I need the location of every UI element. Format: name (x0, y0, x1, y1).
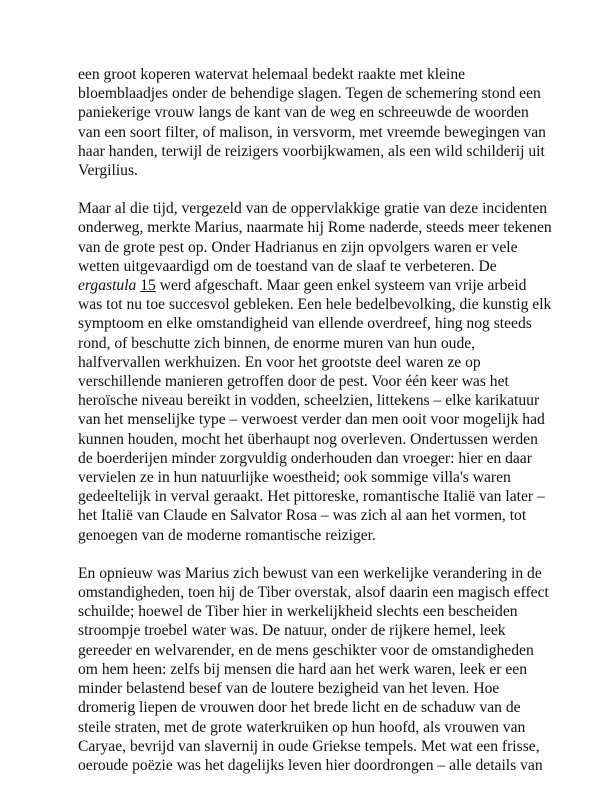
paragraph-3 (78, 564, 549, 775)
text-line: steile straten, met de grote waterkruiken op hun hoofd, als vrouwen van (78, 718, 526, 736)
text-line: kunnen houden, mocht het überhaupt nog overleven. Ondertussen werden (78, 430, 538, 448)
text-line: paniekerige vrouw langs de kant van de weg en schreeuwde de woorden (78, 104, 529, 122)
text-line: stroompje troebel water was. De natuur, onder de rijkere hemel, leek (78, 622, 506, 640)
text-line: heroïsche niveau bereikt in vodden, scheelzien, littekens – elke karikatuur (78, 392, 540, 410)
text-line: Vergilius. (78, 162, 138, 180)
text-line: oeroude poëzie was het dagelijks leven hier doordrongen – alle details van (78, 756, 543, 774)
text-line: genoegen van de moderne romantische reiziger. (78, 526, 376, 544)
text-line: van een soort filter, of malison, in versvorm, met vreemde bewegingen van (78, 123, 546, 141)
paragraph-2 (78, 199, 552, 545)
text-line: bloemblaadjes onder de behendige slagen. Tegen de schemering stond een (78, 85, 541, 103)
text-line: de boerderijen minder zorgvuldig onderhouden dan vroeger: hier en daar (78, 449, 532, 467)
text-line: verschillende manieren getroffen door de pest. Voor één keer was het (78, 373, 509, 391)
italic-term: ergastula (78, 277, 137, 295)
text-segment: werd afgeschaft. Maar geen enkel systeem van vrije arbeid (155, 277, 527, 295)
text-line-with-footnote (78, 276, 538, 295)
text-line: gereeder en welvarender, en de mens geschikter voor de omstandigheden (78, 641, 534, 659)
text-line: onderweg, merkte Marius, naarmate hij Rome naderde, steeds meer tekenen (78, 219, 552, 237)
text-line: haar handen, terwijl de reizigers voorbijkwamen, als een wild schilderij uit (78, 142, 545, 160)
document-page (78, 65, 552, 794)
text-line: rond, of beschutte zich binnen, de enorme muren van hun oude, (78, 334, 476, 352)
text-line: En opnieuw was Marius zich bewust van een werkelijke verandering in de (78, 564, 542, 582)
text-line: Caryae, bevrijd van slavernij in oude Griekse tempels. Met wat een frisse, (78, 737, 540, 755)
text-line: een groot koperen watervat helemaal bedekt raakte met kleine (78, 66, 466, 83)
text-line: was tot nu toe succesvol gebleken. Een hele bedelbevolking, die kunstig elk (78, 296, 552, 314)
text-line: dromerig liepen de vrouwen door het brede licht en de schaduw van de (78, 699, 521, 717)
text-line: wetten uitgevaardigd om de toestand van de slaaf te verbeteren. De (78, 257, 497, 275)
text-line: halfvervallen werkhuizen. En voor het grootste deel waren ze op (78, 353, 481, 371)
text-line: omstandigheden, toen hij de Tiber overstak, alsof daarin een magisch effect (78, 584, 549, 602)
text-line: van de grote pest op. Onder Hadrianus en zijn opvolgers waren er vele (78, 238, 518, 256)
text-line: gedeeltelijk in verval geraakt. Het pittoreske, romantische Italië van later – (78, 488, 545, 506)
text-line: Maar al die tijd, vergezeld van de oppervlakkige gratie van deze incidenten (78, 200, 548, 218)
text-line: om hem heen: zelfs bij mensen die hard aan het werk waren, leek er een (78, 660, 527, 678)
text-line: vervielen ze in hun natuurlijke woestheid; ook sommige villa's waren (78, 469, 511, 487)
paragraph-1 (78, 65, 546, 180)
text-line: van het menselijke type – verwoest verder dan men ooit voor mogelijk had (78, 411, 545, 429)
footnote-link[interactable]: 15 (140, 277, 156, 295)
text-line: symptoom en elke omstandigheid van ellende overdreef, hing nog steeds (78, 315, 532, 333)
text-line: minder belastend besef van de loutere bezigheid van het leven. Hoe (78, 680, 500, 698)
text-line: schuilde; hoewel de Tiber hier in werkelijkheid slechts een bescheiden (78, 603, 518, 621)
text-line: het Italië van Claude en Salvator Rosa – was zich al aan het vormen, tot (78, 507, 527, 525)
